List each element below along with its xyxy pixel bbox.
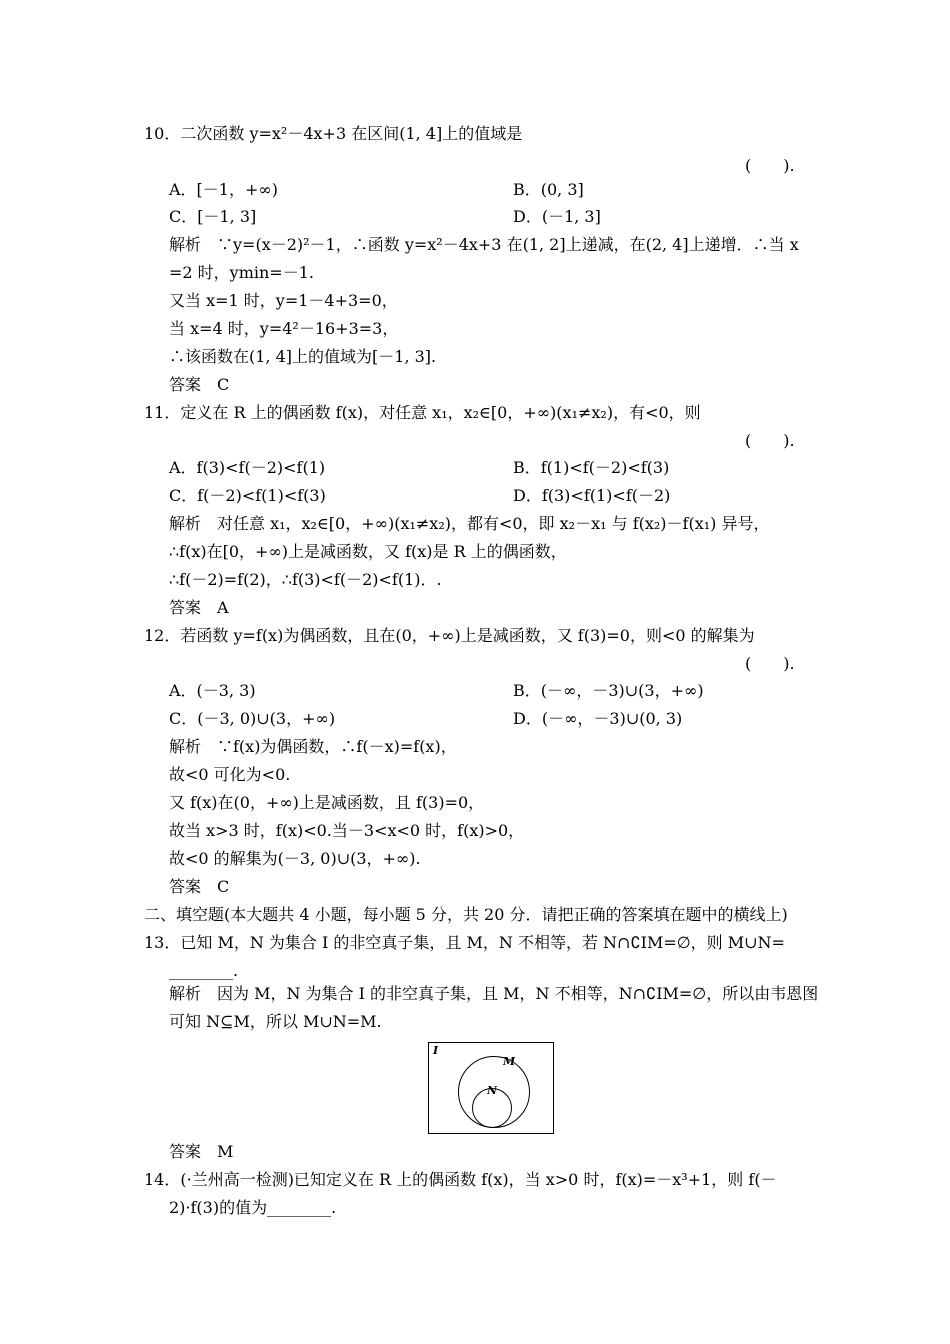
q12-option-c: C．(－3, 0)∪(3，+∞) <box>169 709 336 728</box>
venn-label-m: M <box>503 1055 516 1068</box>
q11-option-b: B．f(1)<f(－2)<f(3) <box>513 458 670 477</box>
q10-solution-line: ∴该函数在(1, 4]上的值域为[－1, 3]. <box>169 347 437 366</box>
q11-option-d: D．f(3)<f(1)<f(－2) <box>513 486 671 505</box>
q10-option-b: B．(0, 3] <box>513 180 584 199</box>
q13-solution-line: 解析 因为 M，N 为集合 I 的非空真子集，且 M，N 不相等，N∩∁IM=∅，所以由韦恩图 <box>169 984 819 1003</box>
q10-option-a: A．[－1，+∞) <box>169 180 278 199</box>
q11-option-c: C．f(－2)<f(1)<f(3) <box>169 486 326 505</box>
q10-answer-paren: ( ). <box>745 156 795 175</box>
venn-label-i: I <box>433 1044 439 1057</box>
q12-solution-line: 故当 x>3 时，f(x)<0.当－3<x<0 时，f(x)>0， <box>169 821 525 840</box>
q13-stem: 13．已知 M，N 为集合 I 的非空真子集，且 M，N 不相等，若 N∩∁IM=∅，则 M∪N= <box>144 933 785 952</box>
venn-label-n: N <box>487 1084 498 1097</box>
q12-solution-line: 解析 ∵f(x)为偶函数，∴f(－x)=f(x)， <box>169 737 457 756</box>
q12-solution-line: 又 f(x)在(0，+∞)上是减函数，且 f(3)=0， <box>169 793 485 812</box>
q10-solution-line: 当 x=4 时，y=4²－16+3=3， <box>169 319 399 338</box>
q14-stem: 14．(·兰州高一检测)已知定义在 R 上的偶函数 f(x)，当 x>0 时，f(x)=－x³+1，则 f(－ <box>144 1170 777 1189</box>
q14-stem-continued: 2)·f(3)的值为________. <box>169 1198 337 1217</box>
q11-stem: 11．定义在 R 上的偶函数 f(x)，对任意 x₁，x₂∈[0，+∞)(x₁≠x₂)，有<0，则 <box>144 403 701 422</box>
q13-answer: 答案 M <box>169 1142 234 1161</box>
q12-option-a: A．(－3, 3) <box>169 681 256 700</box>
q10-answer: 答案 C <box>169 375 230 394</box>
q12-stem: 12．若函数 y=f(x)为偶函数，且在(0，+∞)上是减函数，又 f(3)=0，则<0 的解集为 <box>144 626 755 645</box>
q10-stem: 10．二次函数 y=x²－4x+3 在区间(1, 4]上的值域是 <box>144 124 523 143</box>
q10-solution-line: 又当 x=1 时，y=1－4+3=0， <box>169 291 398 310</box>
q12-option-b: B．(－∞，－3)∪(3，+∞) <box>513 681 704 700</box>
q12-answer: 答案 C <box>169 877 230 896</box>
q10-option-c: C．[－1, 3] <box>169 207 257 226</box>
q10-solution-line: =2 时，ymin=－1. <box>169 263 314 282</box>
q12-solution-line: 故<0 的解集为(－3, 0)∪(3，+∞). <box>169 849 421 868</box>
q13-blank: ________. <box>169 961 239 980</box>
q10-solution-line: 解析 ∵y=(x－2)²－1，∴函数 y=x²－4x+3 在(1, 2]上递减，在(2, 4]上递增．∴当 x <box>169 235 799 254</box>
q12-option-d: D．(－∞，－3)∪(0, 3) <box>513 709 683 728</box>
q11-answer: 答案 A <box>169 598 229 617</box>
q10-option-d: D．(－1, 3] <box>513 207 601 226</box>
section-heading: 二、填空题(本大题共 4 小题，每小题 5 分，共 20 分．请把正确的答案填在题中的横线上) <box>144 905 788 924</box>
q11-solution-line: ∴f(x)在[0，+∞)上是减函数，又 f(x)是 R 上的偶函数， <box>169 542 567 561</box>
venn-diagram <box>428 1042 554 1134</box>
q11-solution-line: ∴f(－2)=f(2)，∴f(3)<f(－2)<f(1)．. <box>169 570 442 589</box>
q13-solution-line: 可知 N⊆M，所以 M∪N=M. <box>169 1012 382 1031</box>
q11-option-a: A．f(3)<f(－2)<f(1) <box>169 458 326 477</box>
q11-answer-paren: ( ). <box>745 431 795 450</box>
q11-solution-line: 解析 对任意 x₁，x₂∈[0，+∞)(x₁≠x₂)，都有<0，即 x₂－x₁ 与 f(x₂)－f(x₁) 异号， <box>169 514 770 533</box>
q12-answer-paren: ( ). <box>745 654 795 673</box>
q12-solution-line: 故<0 可化为<0. <box>169 765 291 784</box>
